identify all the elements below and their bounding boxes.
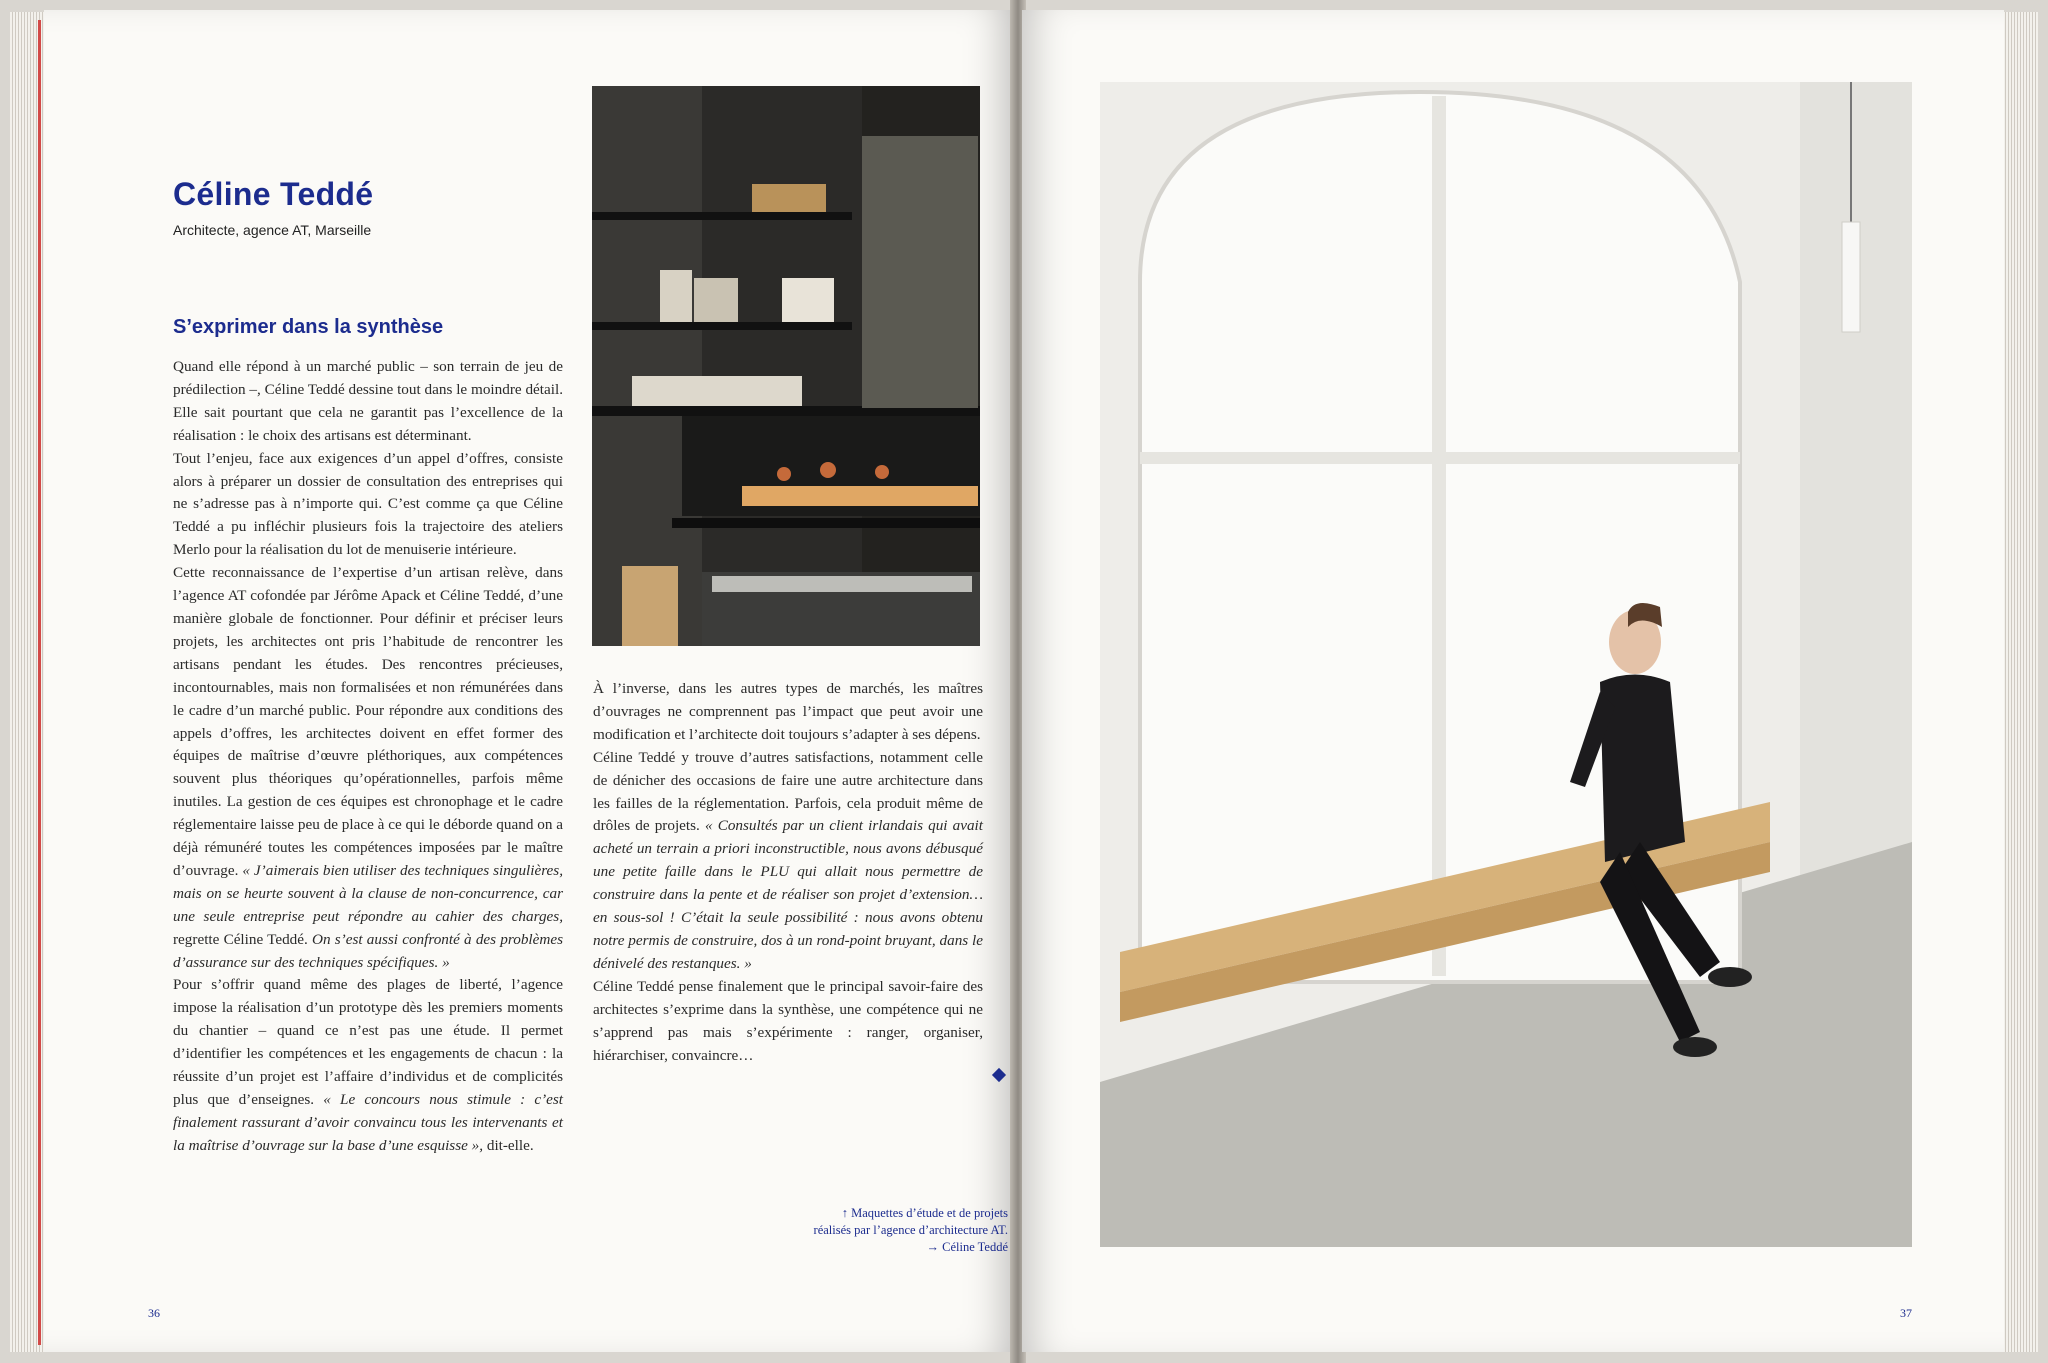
quote: On s’est aussi confronté à des problèmes d’assurance sur des techniques spécifiques. » — [173, 930, 563, 971]
paragraph-text: regrette Céline Teddé. — [173, 930, 308, 948]
paragraph-text: Cette reconnaissance de l’expertise d’un artisan relève, dans l’agence AT cofondée par Jérôme Apack et Céline Teddé, d’une manière globale de fonctionner. Pour définir et préciser leurs projets, les architectes ont pris l’habitude de rencontrer les artisans pendant les études. Des rencontres précieuses, incontournables, mais non formalisées et non rémunérées dans le cadre d’un marché public. Pour répondre aux conditions des appels d’offres, les architectes doivent en effet former des équipes de maîtrise d’œuvre pléthoriques, aux compétences souvent plus théoriques qu’opérationnelles, parfois même inutiles. La gestion de ces équipes est chronophage et le cadre réglementaire laisse peu de place à ce qui le déborde quand on a déjà rémunéré toutes les compétences imposées par le maître d’ouvrage. — [173, 564, 563, 879]
article-subtitle: Architecte, agence AT, Marseille — [173, 222, 372, 238]
paragraph: Tout l’enjeu, face aux exigences d’un appel d’offres, consiste alors à préparer un dossier de consultation des entreprises qui ne s’adresse pas à n’importe qui. C’est comme ça que Céline Teddé a pu infléchir plusieurs fois la trajectoire des ateliers Merlo pour la réalisation du lot de menuiserie intérieure. — [173, 449, 563, 559]
caption-line: ↑ Maquettes d’étude et de projets — [841, 1206, 1008, 1220]
paragraph — [593, 747, 983, 976]
quote: « Consultés par un client irlandais qui avait acheté un terrain a priori inconstructible, nous avons débusqué une petite faille dans le PLU qui allait nous permettre de construire dans la pente et de réaliser son projet d’extension… en sous-sol ! C’était la seule possibilité : nous avons obtenu notre permis de construire, dos à un rond-point bruyant, dans le dénivelé des restanques. » — [593, 817, 983, 972]
paragraph-text: Pour s’offrir quand même des plages de liberté, l’agence impose la réalisation d’un prototype dès les premiers moments du chantier – quand ce n’est pas une étude. Il permet d’identifier les compétences et les engagements de chacun : la réussite d’un projet est l’affaire d’individus et de complicités plus que d’enseignes. — [173, 976, 563, 1108]
section-heading: S’exprimer dans la synthèse — [173, 316, 444, 338]
article-title: Céline Teddé — [173, 176, 374, 212]
quote: « Le concours nous stimule : c’est finalement rassurant d’avoir convaincu tous les intervenants et la maîtrise d’ouvrage sur la base d’une esquisse », — [173, 1091, 563, 1154]
text-column-2 — [593, 678, 983, 1067]
paragraph — [173, 562, 563, 974]
page-number-left: 36 — [148, 1306, 160, 1320]
red-page-edge — [38, 20, 41, 1345]
photo-caption — [780, 1205, 1008, 1256]
text-column-1 — [173, 356, 563, 1158]
paragraph-text: Céline Teddé y trouve d’autres satisfactions, notamment celle de dénicher des occasions de faire une autre architecture dans les failles de la réglementation. Parfois, cela produit même de drôles de projets. — [593, 748, 983, 835]
caption-line: réalisés par l’agence d’architecture AT. — [813, 1223, 1008, 1237]
page-number-right: 37 — [1900, 1306, 1912, 1320]
paragraph-text: dit-elle. — [486, 1136, 534, 1154]
paragraph: Céline Teddé pense finalement que le principal savoir-faire des architectes s’exprime dans la synthèse, une compétence qui ne s’apprend pas mais s’expérimente : ranger, organiser, hiérarchiser, convaincre… — [593, 977, 983, 1064]
caption-line: → Céline Teddé — [926, 1240, 1008, 1254]
quote: « J’aimerais bien utiliser des techniques singulières, mais on se heurte souvent à la clause de non-concurrence, car une seule entreprise peut répondre au cahier des charges, — [173, 861, 564, 925]
paragraph — [173, 974, 563, 1157]
paragraph: À l’inverse, dans les autres types de marchés, les maîtres d’ouvrages ne comprennent pas l’impact que peut avoir une modification et l’architecte doit toujours s’adapter à ses dépens. — [593, 680, 983, 743]
portrait-photo — [1100, 82, 1912, 1247]
paragraph: Quand elle répond à un marché public – son terrain de jeu de prédilection –, Céline Teddé dessine tout dans le moindre détail. Elle sait pourtant que cela ne garantit pas l’excellence de la réalisation : le choix des artisans est déterminant. — [173, 358, 563, 444]
models-photo — [592, 86, 980, 646]
